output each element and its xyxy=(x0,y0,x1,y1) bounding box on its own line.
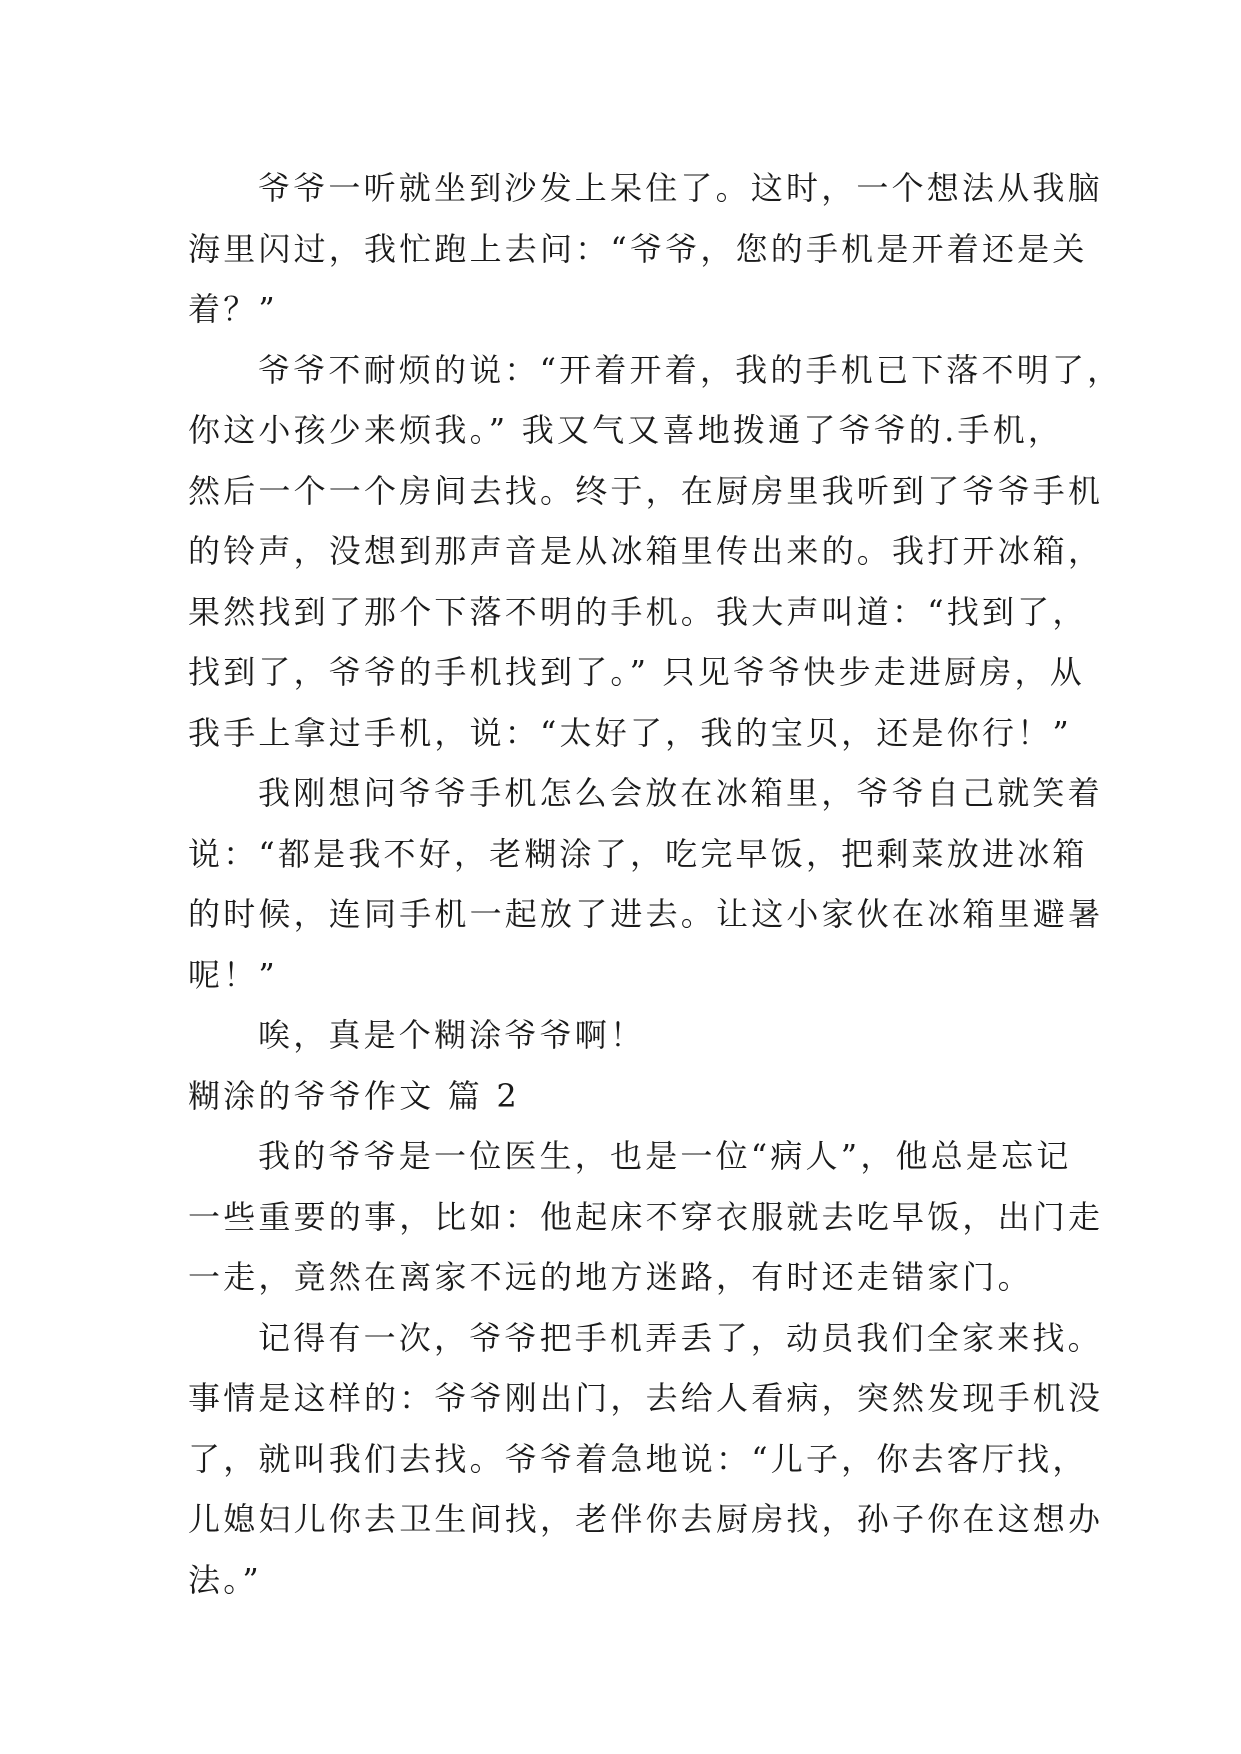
paragraph-line: 说：“都是我不好，老糊涂了，吃完早饭，把剩菜放进冰箱 xyxy=(188,834,1088,873)
paragraph-line: 事情是这样的：爷爷刚出门，去给人看病，突然发现手机没 xyxy=(188,1379,1104,1417)
section-heading: 糊涂的爷爷作文 篇 2 xyxy=(188,1076,520,1115)
document-body xyxy=(188,158,1123,1610)
paragraph-line: 爷爷不耐烦的说：“开着开着，我的手机已下落不明了， xyxy=(258,350,1123,389)
paragraph-line: 然后一个一个房间去找。终于，在厨房里我听到了爷爷手机 xyxy=(188,471,1104,510)
paragraph-line: 一走，竟然在离家不远的地方迷路，有时还走错家门。 xyxy=(188,1258,1033,1296)
paragraph-line: 爷爷一听就坐到沙发上呆住了。这时，一个想法从我脑 xyxy=(258,169,1103,207)
paragraph-line: 我的爷爷是一位医生，也是一位“病人”，他总是忘记 xyxy=(258,1137,1072,1175)
paragraph-line: 呢！” xyxy=(188,955,278,994)
paragraph-line: 我手上拿过手机，说：“太好了，我的宝贝，还是你行！” xyxy=(188,713,1072,752)
paragraph-line: 海里闪过，我忙跑上去问：“爷爷，您的手机是开着还是关 xyxy=(188,229,1088,268)
paragraph-line: 儿媳妇儿你去卫生间找，老伴你去厨房找，孙子你在这想办 xyxy=(188,1500,1104,1538)
paragraph-line: 我刚想问爷爷手机怎么会放在冰箱里，爷爷自己就笑着 xyxy=(258,774,1103,812)
paragraph-line: 你这小孩少来烦我。” 我又气又喜地拨通了爷爷的.手机， xyxy=(188,411,1064,449)
paragraph-line: 找到了，爷爷的手机找到了。” 只见爷爷快步走进厨房，从 xyxy=(188,653,1085,691)
paragraph-line: 了，就叫我们去找。爷爷着急地说：“儿子，你去客厅找， xyxy=(188,1439,1088,1478)
paragraph-line: 法。” xyxy=(188,1560,262,1599)
paragraph-line: 记得有一次，爷爷把手机弄丢了，动员我们全家来找。 xyxy=(258,1318,1103,1357)
paragraph-line: 的时候，连同手机一起放了进去。让这小家伙在冰箱里避暑 xyxy=(188,895,1104,933)
paragraph-line: 唉，真是个糊涂爷爷啊！ xyxy=(258,1016,646,1054)
paragraph-line: 着？” xyxy=(188,290,278,328)
paragraph-line: 的铃声，没想到那声音是从冰箱里传出来的。我打开冰箱， xyxy=(188,532,1104,570)
paragraph-line: 果然找到了那个下落不明的手机。我大声叫道：“找到了， xyxy=(188,592,1088,631)
paragraph-line: 一些重要的事，比如：他起床不穿衣服就去吃早饭，出门走 xyxy=(188,1197,1104,1236)
